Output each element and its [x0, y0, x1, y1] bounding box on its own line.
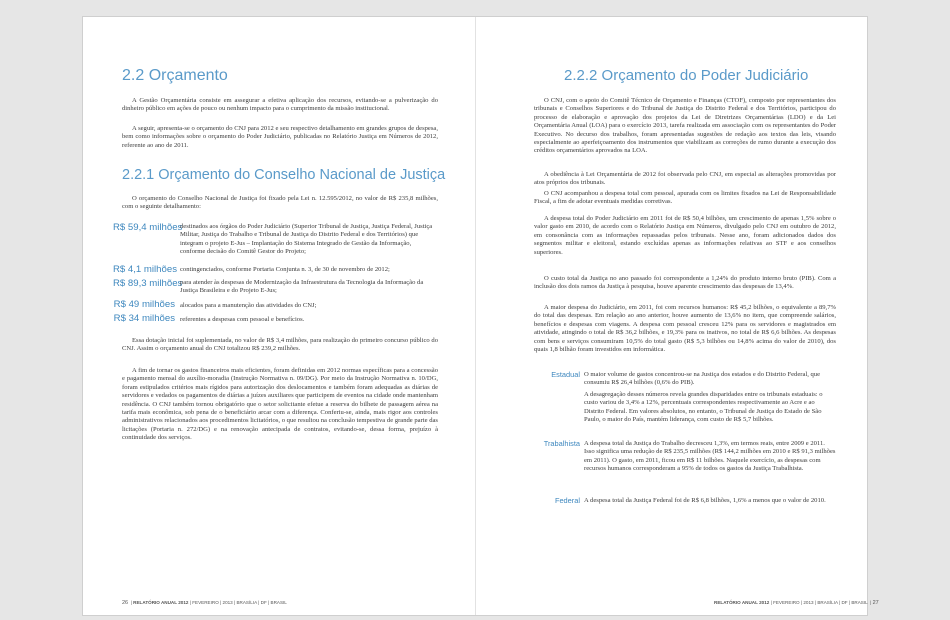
judiciary-paragraph-5: O custo total da Justiça no ano passado foi correspondente a 1,24% do produto interno bruto (PIB). Com a inclusão dos dois ramos da Justiça à pesquisa, houve aparente crescimento das despesas de 13,4%. [534, 275, 836, 291]
footer-date-location: | FEVEREIRO | 2013 | BRASÍLIA | DF | BRASIL [189, 600, 287, 605]
budget-item-text: contingenciados, conforme Portaria Conjunta n. 3, de 30 de novembro de 2012; [180, 266, 390, 273]
left-page-footer: 26 | RELATÓRIO ANUAL 2012 | FEVEREIRO | 2013 | BRASÍLIA | DF | BRASIL [122, 600, 287, 606]
judiciary-paragraph-4: A despesa total do Poder Judiciário em 2011 foi de R$ 50,4 bilhões, um crescimento de apenas 1,5% sobre o valor gasto em 2010, de acordo com o Relatório Justiça em Números, divulgado pelo CNJ em outubro de 2012, em consonância com as informações repassadas pelos tribunais. Nesse ano, foram adicionados dados dos segmentos militar e eleitoral, estando excluídas apenas as informações relativas ao STF e aos conselhos superiores. [534, 215, 836, 256]
footer-report-title: RELATÓRIO ANUAL 2012 [714, 600, 770, 605]
left-page [113, 17, 446, 615]
judiciary-paragraph-6: A maior despesa do Judiciário, em 2011, foi com recursos humanos: R$ 45,2 bilhões, o equivalente a 89,7% do total das despesas. Em relação ao ano anterior, houve aumento de 13,6% no item, que compreende salários, benefícios e despesas com viagens. A despesa com pessoal cresceu 12% para os servidores e magistrados em atividade, atingindo o total de R$ 36,2 bilhões, e 19,3% para os inativos, no total de R$ 6,6 bilhões. As despesas com bens e serviços consumiram 10,5% do total gasto (R$ 5,3 bilhões ou 14,8% acima do valor de 2010), dos quais 1,8 bilhão foram investidos em informática. [534, 304, 836, 354]
branch-text: A despesa total da Justiça Federal foi de R$ 6,8 bilhões, 1,6% a menos que o valor de 2010. [584, 497, 826, 504]
budget-intro: O orçamento do Conselho Nacional de Justiça foi fixado pela Lei n. 12.595/2012, no valor de R$ 235,8 milhões, com o seguinte detalhamento: [122, 195, 438, 211]
branch-text: A desagregação desses números revela grandes disparidades entre os tribunais estaduais: o custo variou de 3,4% a 12%, percentuais correspondentes respectivamente ao Acre e ao Distrito Federal. Em valores absolutos, no entanto, o Tribunal de Justiça do Estado de São Paulo, o maior do País, mantém liderança, com custo de R$ 5,7 bilhões. [584, 391, 823, 424]
right-page-footer: RELATÓRIO ANUAL 2012 | FEVEREIRO | 2013 | BRASÍLIA | DF | BRASIL | 27 [714, 600, 879, 606]
branch-text: A despesa total da Justiça do Trabalho decresceu 1,3%, em termos reais, entre 2009 e 2011. Isso significa uma redução de R$ 235,5 milhões (R$ 144,2 milhões em 2010 e R$ 91,3 milhões em 2011). O gasto, em 2011, ficou em R$ 11 bilhões. Naquele exercício, as despesas com recursos humanos corresponderam a 95% de todos os gastos da Justiça Trabalhista. [584, 440, 836, 473]
subsection-title-judiciary: 2.2.2 Orçamento do Poder Judiciário [564, 67, 809, 84]
page-number: 26 [122, 600, 129, 606]
branch-text: O maior volume de gastos concentrou-se na Justiça dos estados e do Distrito Federal, que consumiu R$ 26,4 bilhões (0,6% do PIB). [584, 371, 821, 387]
branch-label: Estadual [551, 370, 580, 379]
footer-report-title: RELATÓRIO ANUAL 2012 [133, 600, 189, 605]
budget-item-amount: R$ 89,3 milhões [113, 278, 183, 289]
budget-item-amount: R$ 4,1 milhões [113, 264, 177, 275]
supplement-paragraph: Essa dotação inicial foi suplementada, no valor de R$ 3,4 milhões, para realização do primeiro concurso público do CNJ. Assim o orçamento anual do CNJ totalizou R$ 239,2 milhões. [122, 337, 438, 353]
budget-item-text: para atender às despesas de Modernização da Infraestrutura da Tecnologia da Informação da Justiça Brasileira e do Projeto E-Jus; [180, 279, 424, 295]
budget-item-amount: R$ 34 milhões [113, 313, 175, 324]
intro-paragraph-1: A Gestão Orçamentária consiste em assegurar a efetiva aplicação dos recursos, evitando-se a pulverização do dinheiro público em ações de pouco ou nenhum impacto para o cumprimento da missão institucional. [122, 97, 438, 113]
budget-item-amount: R$ 49 milhões [113, 299, 175, 310]
efficiency-paragraph: A fim de tornar os gastos financeiros mais eficientes, foram definidas em 2012 normas específicas para a concessão e pagamento mensal do auxílio-moradia (Instrução Normativa n. 09/DG). Por meio da Instrução Normativa n. 10/DG, foram estipulados critérios mais rígidos para autorização dos deslocamentos e também foram adequadas as diárias de servidores e vedados os pagamentos de diárias a juízes auxiliares que participem de eventos na cidade onde mantenham residência. O CNJ também tornou obrigatório que o setor solicitante efetue a reserva do bilhete de passagem aérea na tarifa mais econômica, sob pena de o beneficiário arcar com a diferença. Conferiu-se, ainda, mais rigor aos controles administrativos relacionados aos procedimentos licitatórios, o que resultou na conclusão tempestiva de grande parte das licitações (Portaria n. 272/DG) e na renovação antecipada de contratos, evitando-se, dessa forma, prejuízo à continuidade dos serviços. [122, 367, 438, 442]
judiciary-paragraph-3: O CNJ acompanhou a despesa total com pessoal, apurada com os limites fixados na Lei de Responsabilidade Fiscal, a fim de adotar eventuais medidas corretivas. [534, 190, 836, 206]
budget-item-text: destinados aos órgãos do Poder Judiciário (Superior Tribunal de Justiça, Justiça Federal, Justiça Militar, Justiça do Trabalho e Tribunal de Justiça do Distrito Federal e dos Territórios) que integram o projeto E-Jus – Implantação do Sistema Integrado de Gestão da Informação, conforme decisão do Comitê Gestor do Projeto; [180, 223, 433, 256]
section-title: 2.2 Orçamento [122, 67, 228, 84]
subsection-title-cnj: 2.2.1 Orçamento do Conselho Nacional de Justiça [122, 167, 446, 183]
judiciary-paragraph-1: O CNJ, com o apoio do Comitê Técnico de Orçamento e Finanças (CTOF), composto por representantes dos tribunais e Conselhos Superiores e do Tribunal de Justiça do Distrito Federal e dos Territórios, participou do processo de elaboração e aprovação dos projetos da Lei de Diretrizes Orçamentárias (LDO) e da Lei Orçamentária Anual (LOA) para o exercício 2013, tarefa realizada em associação com os representantes do Poder Executivo. No decurso dos trabalhos, foram apresentadas sugestões de redação aos textos das leis, visando especialmente ao aperfeiçoamento dos instrumentos que viabilizam as correções de rumo durante a execução dos créditos orçamentários aprovados na LOA. [534, 97, 836, 155]
judiciary-paragraph-2: A obediência à Lei Orçamentária de 2012 foi observada pelo CNJ, em especial as alterações promovidas por atos próprios dos tribunais. [534, 171, 836, 187]
branch-label: Trabalhista [543, 439, 580, 448]
intro-paragraph-2: A seguir, apresenta-se o orçamento do CNJ para 2012 e seu respectivo detalhamento em grandes grupos de despesa, bem como informações sobre o orçamento do Poder Judiciário, publicadas no Relatório Justiça em Números de 2012, referente ao ano de 2011. [122, 125, 438, 149]
document-spread [83, 17, 879, 615]
right-page [534, 17, 879, 615]
budget-item-amount: R$ 59,4 milhões [113, 222, 183, 233]
page-number: 27 [872, 600, 879, 606]
footer-date-location: | FEVEREIRO | 2013 | BRASÍLIA | DF | BRASIL [770, 600, 868, 605]
branch-label: Federal [554, 496, 580, 505]
budget-item-text: alocados para a manutenção das atividades do CNJ; [180, 302, 317, 309]
budget-item-text: referentes a despesas com pessoal e benefícios. [180, 316, 305, 323]
page-gutter [475, 17, 476, 615]
